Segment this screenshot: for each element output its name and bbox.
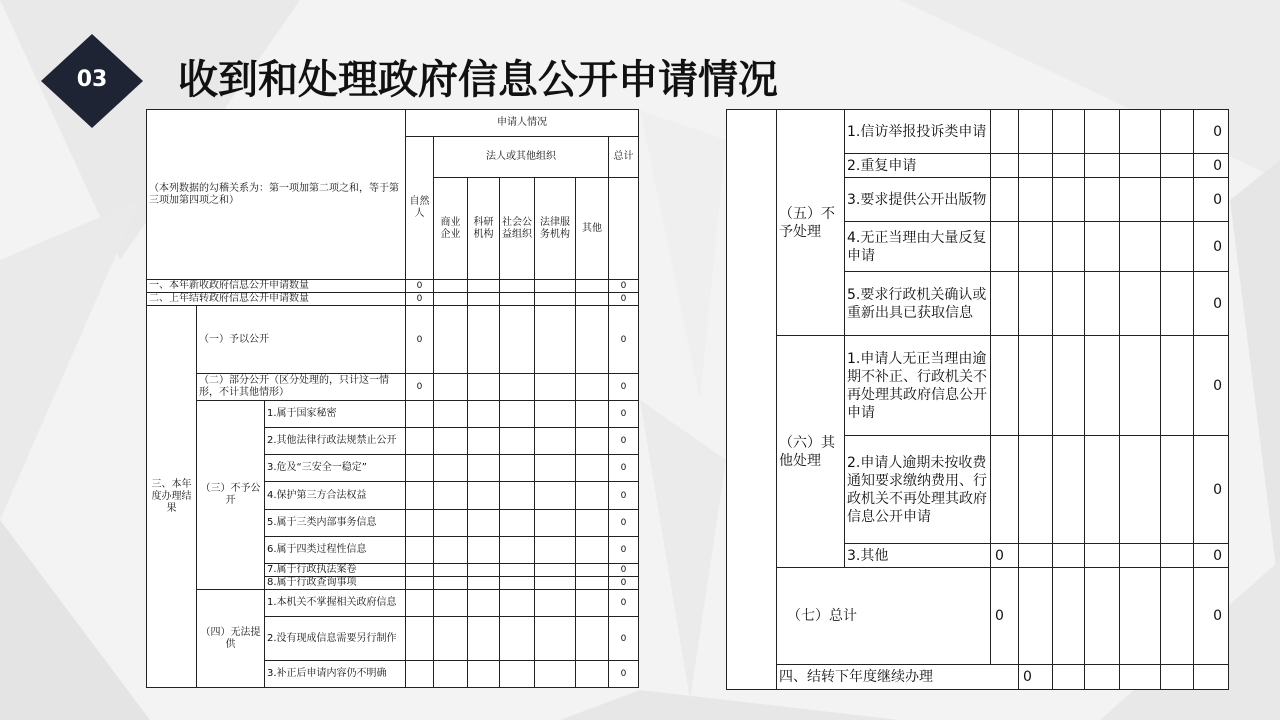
g3-item-total: 0 [609, 537, 639, 564]
empty-cell [576, 590, 609, 617]
row-carry-natural: 0 [406, 293, 434, 306]
g5-item-total: 0 [1194, 222, 1229, 272]
g5-item-total: 0 [1194, 272, 1229, 336]
left-statistics-table [146, 109, 639, 688]
g3-item-total: 0 [609, 428, 639, 455]
empty-cell [1161, 154, 1194, 178]
empty-cell [468, 577, 500, 590]
empty-cell [1161, 544, 1194, 568]
g3-label: （三）不予公开 [197, 401, 265, 590]
g3-item-total: 0 [609, 577, 639, 590]
empty-cell [468, 280, 500, 293]
section-number: 03 [76, 67, 108, 92]
empty-cell [468, 564, 500, 577]
header-natural-person: 自然人 [406, 137, 434, 280]
empty-cell [406, 564, 434, 577]
empty-cell [1053, 568, 1085, 665]
empty-cell [500, 401, 535, 428]
empty-cell [500, 455, 535, 482]
empty-cell [500, 280, 535, 293]
empty-cell [535, 280, 576, 293]
empty-cell [434, 306, 468, 374]
g6-item-total: 0 [1194, 544, 1229, 568]
empty-cell [1053, 178, 1085, 222]
empty-cell [991, 222, 1019, 272]
empty-cell [535, 401, 576, 428]
empty-cell [500, 537, 535, 564]
row-new-natural: 0 [406, 280, 434, 293]
g3-item-total: 0 [609, 401, 639, 428]
empty-cell [1019, 178, 1053, 222]
empty-cell [406, 537, 434, 564]
empty-cell [434, 482, 468, 510]
g3-item-label: 5.属于三类内部事务信息 [265, 510, 406, 537]
empty-cell [1019, 154, 1053, 178]
empty-cell [468, 617, 500, 661]
empty-cell [434, 577, 468, 590]
g3-item-label: 2.其他法律行政法规禁止公开 [265, 428, 406, 455]
header-legal-org: 法人或其他组织 [434, 137, 609, 178]
g3-item-total: 0 [609, 455, 639, 482]
empty-cell [535, 428, 576, 455]
empty-cell [406, 482, 434, 510]
empty-cell [1019, 336, 1053, 436]
empty-cell [991, 110, 1019, 154]
header-other: 其他 [576, 178, 609, 280]
g3-item-total: 0 [609, 482, 639, 510]
empty-cell [434, 280, 468, 293]
g5-item-total: 0 [1194, 110, 1229, 154]
blank-column-cell [727, 110, 777, 690]
g6-item-total: 0 [1194, 436, 1229, 544]
empty-cell [535, 374, 576, 401]
header-commercial: 商业企业 [434, 178, 468, 280]
empty-cell [991, 178, 1019, 222]
header-note: （本列数据的勾稽关系为：第一项加第二项之和，等于第三项加第四项之和） [147, 110, 406, 280]
g6-item-label: 1.申请人无正当理由逾期不补正、行政机关不再处理其政府信息公开申请 [845, 336, 991, 436]
row-new-total: 0 [609, 280, 639, 293]
empty-cell [406, 510, 434, 537]
partial-disclose-total: 0 [609, 374, 639, 401]
empty-cell [500, 306, 535, 374]
empty-cell [500, 510, 535, 537]
empty-cell [1085, 178, 1120, 222]
g4-label: （四）无法提供 [197, 590, 265, 688]
g5-item-label: 4.无正当理由大量反复申请 [845, 222, 991, 272]
empty-cell [1161, 222, 1194, 272]
empty-cell [1019, 110, 1053, 154]
empty-cell [1053, 110, 1085, 154]
empty-cell [500, 590, 535, 617]
empty-cell [1120, 110, 1161, 154]
right-statistics-table [726, 109, 1229, 690]
empty-cell [468, 455, 500, 482]
empty-cell [535, 590, 576, 617]
empty-cell [1085, 336, 1120, 436]
empty-cell [406, 455, 434, 482]
row-carry-total: 0 [609, 293, 639, 306]
empty-cell [1085, 272, 1120, 336]
empty-cell [1019, 436, 1053, 544]
partial-disclose-label: （二）部分公开（区分处理的，只计这一情形，不计其他情形） [197, 374, 406, 401]
header-applicant: 申请人情况 [406, 110, 639, 137]
g3-item-total: 0 [609, 564, 639, 577]
empty-cell [1085, 154, 1120, 178]
empty-cell [535, 293, 576, 306]
empty-cell [468, 428, 500, 455]
empty-cell [1053, 272, 1085, 336]
g6-item-natural: 0 [991, 544, 1019, 568]
empty-cell [1120, 154, 1161, 178]
empty-cell [434, 590, 468, 617]
g4-item-total: 0 [609, 617, 639, 661]
grand-total-label: （七）总计 [777, 568, 991, 665]
carry-forward-label: 四、结转下年度继续办理 [777, 665, 1019, 690]
row-carry-label: 二、上年结转政府信息公开申请数量 [147, 293, 406, 306]
empty-cell [1053, 436, 1085, 544]
g4-item-total: 0 [609, 590, 639, 617]
empty-cell [1053, 336, 1085, 436]
empty-cell [1019, 222, 1053, 272]
empty-cell [1120, 178, 1161, 222]
empty-cell [1085, 222, 1120, 272]
empty-cell [406, 590, 434, 617]
empty-cell [500, 374, 535, 401]
g3-item-total: 0 [609, 510, 639, 537]
empty-cell [406, 401, 434, 428]
g5-item-label: 3.要求提供公开出版物 [845, 178, 991, 222]
header-total: 总计 [609, 137, 639, 178]
empty-cell [500, 564, 535, 577]
empty-cell [576, 293, 609, 306]
empty-cell [1161, 568, 1194, 665]
empty-cell [535, 306, 576, 374]
empty-cell [1120, 436, 1161, 544]
empty-cell [576, 280, 609, 293]
empty-cell [500, 482, 535, 510]
empty-cell [1053, 665, 1085, 690]
empty-cell [468, 374, 500, 401]
g4-item-label: 2.没有现成信息需要另行制作 [265, 617, 406, 661]
empty-cell [500, 617, 535, 661]
empty-cell [1019, 544, 1053, 568]
empty-cell [991, 272, 1019, 336]
empty-cell [468, 537, 500, 564]
g6-item-label: 3.其他 [845, 544, 991, 568]
empty-cell [500, 577, 535, 590]
empty-cell [434, 661, 468, 688]
g5-item-label: 1.信访举报投诉类申请 [845, 110, 991, 154]
empty-cell [434, 617, 468, 661]
empty-cell [1161, 178, 1194, 222]
g5-item-label: 2.重复申请 [845, 154, 991, 178]
empty-cell [1161, 336, 1194, 436]
empty-cell [468, 401, 500, 428]
empty-cell [1161, 665, 1194, 690]
header-legal-service: 法律服务机构 [535, 178, 576, 280]
empty-cell [576, 306, 609, 374]
g3-item-label: 8.属于行政查询事项 [265, 577, 406, 590]
empty-cell [576, 537, 609, 564]
empty-cell [1053, 544, 1085, 568]
empty-cell [576, 617, 609, 661]
empty-cell [500, 428, 535, 455]
empty-cell [434, 455, 468, 482]
empty-cell [535, 537, 576, 564]
empty-cell [434, 293, 468, 306]
empty-cell [991, 154, 1019, 178]
empty-cell [1120, 272, 1161, 336]
empty-cell [1019, 568, 1053, 665]
empty-cell [1161, 272, 1194, 336]
carry-forward-natural: 0 [1019, 665, 1053, 690]
g3-item-label: 3.危及“三安全一稳定” [265, 455, 406, 482]
g5-label: （五）不予处理 [777, 110, 845, 336]
empty-cell [535, 617, 576, 661]
empty-cell [1161, 436, 1194, 544]
empty-cell [406, 617, 434, 661]
empty-cell [434, 374, 468, 401]
g3-item-label: 1.属于国家秘密 [265, 401, 406, 428]
empty-cell [1053, 222, 1085, 272]
empty-cell [576, 374, 609, 401]
empty-cell [576, 661, 609, 688]
empty-cell [1120, 544, 1161, 568]
grand-total-total: 0 [1194, 568, 1229, 665]
g6-item-natural [991, 436, 1019, 544]
empty-cell [535, 564, 576, 577]
empty-cell [1085, 436, 1120, 544]
disclose-natural: 0 [406, 306, 434, 374]
empty-cell [576, 482, 609, 510]
header-research: 科研机构 [468, 178, 500, 280]
g3-item-label: 4.保护第三方合法权益 [265, 482, 406, 510]
empty-cell [406, 661, 434, 688]
empty-cell [535, 661, 576, 688]
empty-cell [1120, 665, 1161, 690]
empty-cell [434, 564, 468, 577]
row-new-label: 一、本年新收政府信息公开申请数量 [147, 280, 406, 293]
empty-cell [434, 510, 468, 537]
empty-cell [576, 577, 609, 590]
empty-cell [434, 428, 468, 455]
g6-item-total: 0 [1194, 336, 1229, 436]
g6-item-label: 2.申请人逾期未按收费通知要求缴纳费用、行政机关不再处理其政府信息公开申请 [845, 436, 991, 544]
empty-cell [1053, 154, 1085, 178]
empty-cell [609, 178, 639, 280]
disclose-total: 0 [609, 306, 639, 374]
empty-cell [468, 306, 500, 374]
empty-cell [1085, 544, 1120, 568]
empty-cell [1019, 272, 1053, 336]
empty-cell [500, 661, 535, 688]
empty-cell [1085, 665, 1120, 690]
empty-cell [1085, 568, 1120, 665]
empty-cell [1085, 110, 1120, 154]
partial-disclose-natural: 0 [406, 374, 434, 401]
empty-cell [434, 401, 468, 428]
disclose-label: （一）予以公开 [197, 306, 406, 374]
empty-cell [1120, 568, 1161, 665]
g3-item-label: 6.属于四类过程性信息 [265, 537, 406, 564]
grand-total-natural: 0 [991, 568, 1019, 665]
empty-cell [576, 455, 609, 482]
empty-cell [576, 510, 609, 537]
empty-cell [406, 428, 434, 455]
empty-cell [1120, 336, 1161, 436]
empty-cell [468, 510, 500, 537]
page-title: 收到和处理政府信息公开申请情况 [178, 56, 778, 103]
g4-item-label: 1.本机关不掌握相关政府信息 [265, 590, 406, 617]
g5-item-label: 5.要求行政机关确认或重新出具已获取信息 [845, 272, 991, 336]
empty-cell [535, 510, 576, 537]
empty-cell [535, 482, 576, 510]
empty-cell [576, 401, 609, 428]
empty-cell [535, 577, 576, 590]
g6-item-natural [991, 336, 1019, 436]
empty-cell [468, 590, 500, 617]
empty-cell [468, 661, 500, 688]
g6-label: （六）其他处理 [777, 336, 845, 568]
section3-label: 三、本年度办理结果 [147, 306, 197, 688]
empty-cell [576, 428, 609, 455]
g5-item-total: 0 [1194, 178, 1229, 222]
empty-cell [500, 293, 535, 306]
empty-cell [1120, 222, 1161, 272]
empty-cell [406, 577, 434, 590]
g3-item-label: 7.属于行政执法案卷 [265, 564, 406, 577]
empty-cell [1161, 110, 1194, 154]
empty-cell [535, 455, 576, 482]
header-public-welfare: 社会公益组织 [500, 178, 535, 280]
empty-cell [434, 537, 468, 564]
empty-cell [468, 293, 500, 306]
empty-cell [1194, 665, 1229, 690]
g5-item-total: 0 [1194, 154, 1229, 178]
g4-item-label: 3.补正后申请内容仍不明确 [265, 661, 406, 688]
g4-item-total: 0 [609, 661, 639, 688]
empty-cell [468, 482, 500, 510]
empty-cell [576, 564, 609, 577]
